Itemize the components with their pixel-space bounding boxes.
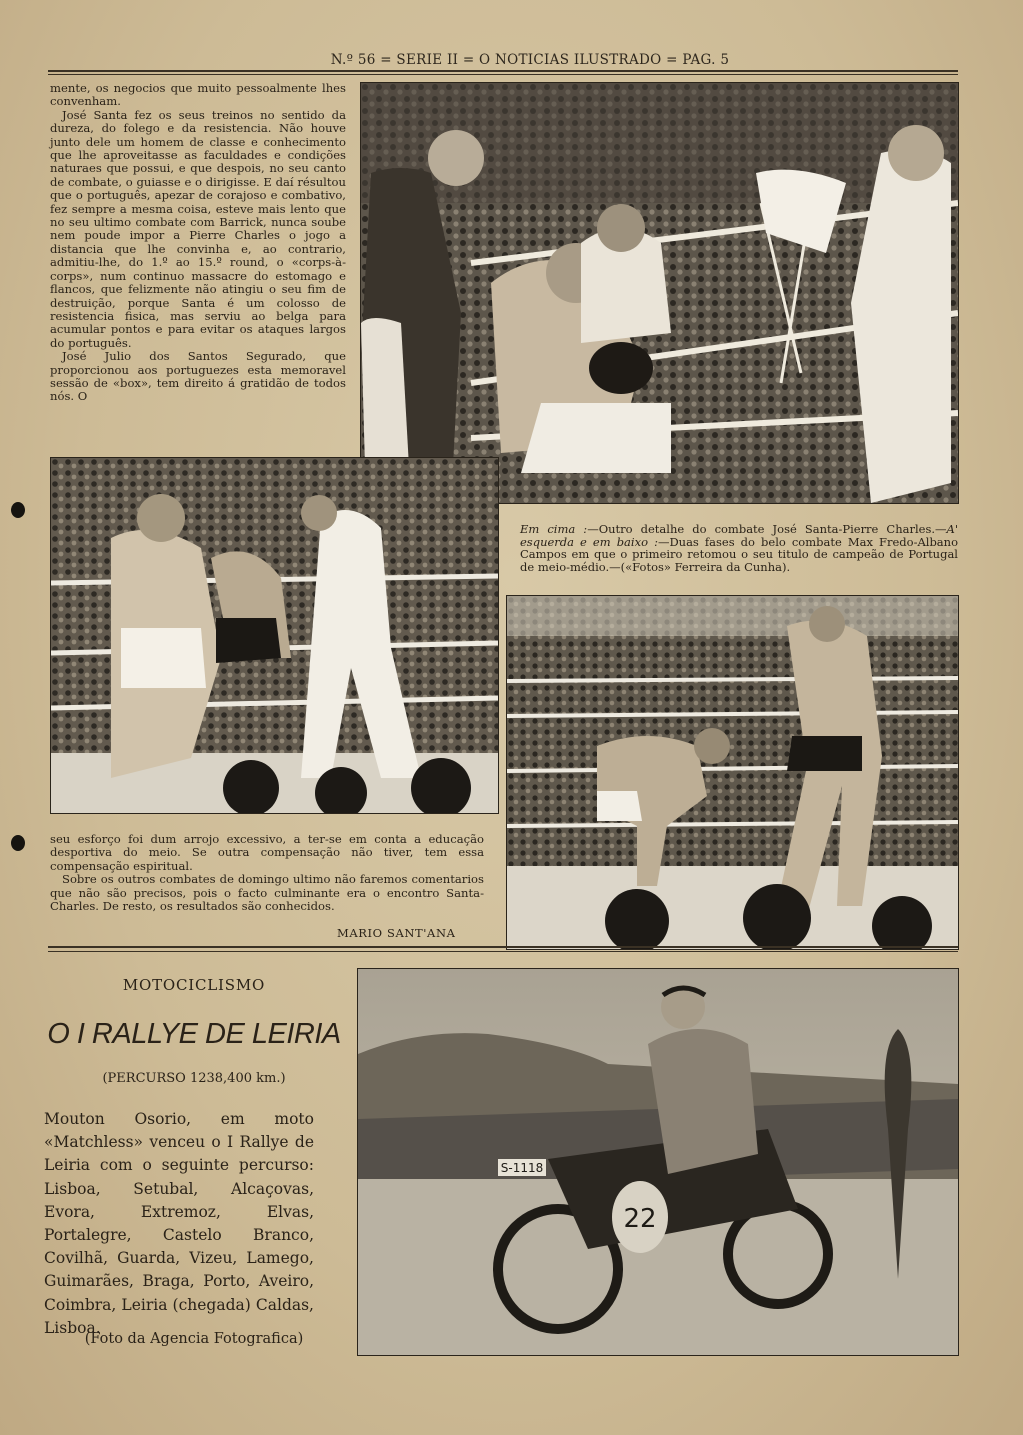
caption-label: Em cima : bbox=[520, 522, 588, 536]
section-title: MOTOCICLISMO bbox=[122, 976, 266, 994]
header-rule bbox=[48, 70, 958, 72]
rally-body: Mouton Osorio, em moto «Matchless» venceu o I Rallye de Leiria com o seguinte percurso: Lisboa, Setubal, Alcaçovas, Evora, Extremoz, Elvas, Portalegre, Castelo Branco, Covilhã, Guarda, Vizeu, Lamego, Guimarães, Braga, Porto, Aveiro, Coimbra, Leiria (chegada) Caldas, Lisboa. bbox=[44, 1110, 314, 1337]
article-paragraph: José Santa fez os seus treinos no sentido da dureza, do folego e da resistencia. Não houve junto dele um homem de classe e conhecimento que lhe aproveitasse as faculdades e condições naturaes que possui, e que despois, no seu canto de combate, o guiasse e o dirigisse. E daí résultou que o português, apezar de corajoso e combativo, fez sempre a mesma coisa, esteve mais lento que no seu ultimo combate com Barrick, nunca soube nem poude impor a Pierre Charles o jogo a distancia que lhe convinha e, ao contrario, admitiu-lhe, do 1.º ao 15.º round, o «corps-à-corps», num continuo massacre do estomago e flancos, que felizmente não atingiu o seu fim de destruição, porque Santa é um colosso de resistencia fisica, mas serviu ao belga para acumular pontos e para evitar os ataques largos do português. bbox=[50, 107, 346, 350]
caption-text: —Outro detalhe do combate José Santa-Pierre Charles.— bbox=[587, 522, 947, 536]
photo-motorcyclist bbox=[357, 968, 959, 1356]
photo-caption bbox=[520, 523, 958, 573]
rally-distance: (PERCURSO 1238,400 km.) bbox=[102, 1071, 286, 1086]
section-rule-thin bbox=[48, 951, 958, 952]
article-column-bottom bbox=[50, 833, 484, 913]
article-paragraph: mente, os negocios que muito pessoalmente lhes convenham. bbox=[50, 81, 346, 109]
caption-text: —Duas fases do belo combate Max Fredo-Albano Campos em que o primeiro retomou o seu titulo de campeão de Portugal de meio-médio.—(«Fotos» Ferreira da Cunha). bbox=[520, 534, 958, 574]
article-paragraph: Sobre os outros combates de domingo ultimo não faremos comentarios que não são precisos, pois o facto culminante era o encontro Santa-Charles. De resto, os resultados são conhecidos. bbox=[50, 872, 484, 914]
punch-hole bbox=[11, 502, 25, 518]
punch-hole bbox=[11, 835, 25, 851]
article-paragraph: José Julio dos Santos Segurado, que proporcionou aos portuguezes esta memoravel sessão de «box», tem direito á gratidão de todos nós. O bbox=[50, 349, 346, 404]
photo-fight-clinch bbox=[50, 457, 499, 814]
photo-boxer-corner bbox=[360, 82, 959, 504]
license-plate: S-1118 bbox=[500, 1161, 544, 1175]
article-paragraph: seu esforço foi dum arrojo excessivo, a ter-se em conta a educação desportiva do meio. Se outra compensação não tiver, tem essa compensação espiritual. bbox=[50, 832, 484, 873]
article-column-top bbox=[50, 82, 346, 404]
race-number: 22 bbox=[623, 1204, 657, 1234]
caption-label: A' esquerda e em baixo : bbox=[520, 522, 958, 549]
header-rule-thin bbox=[48, 74, 958, 75]
photo-credit: (Foto da Agencia Fotografica) bbox=[84, 1331, 304, 1347]
photo-fight-knockdown bbox=[506, 595, 959, 950]
byline: MARIO SANT'ANA bbox=[337, 926, 456, 940]
page-header: N.º 56 = SERIE II = O NOTICIAS ILUSTRADO = PAG. 5 bbox=[330, 52, 730, 68]
section-rule bbox=[48, 946, 958, 948]
rally-headline: O I RALLYE DE LEIRIA bbox=[47, 1018, 341, 1050]
